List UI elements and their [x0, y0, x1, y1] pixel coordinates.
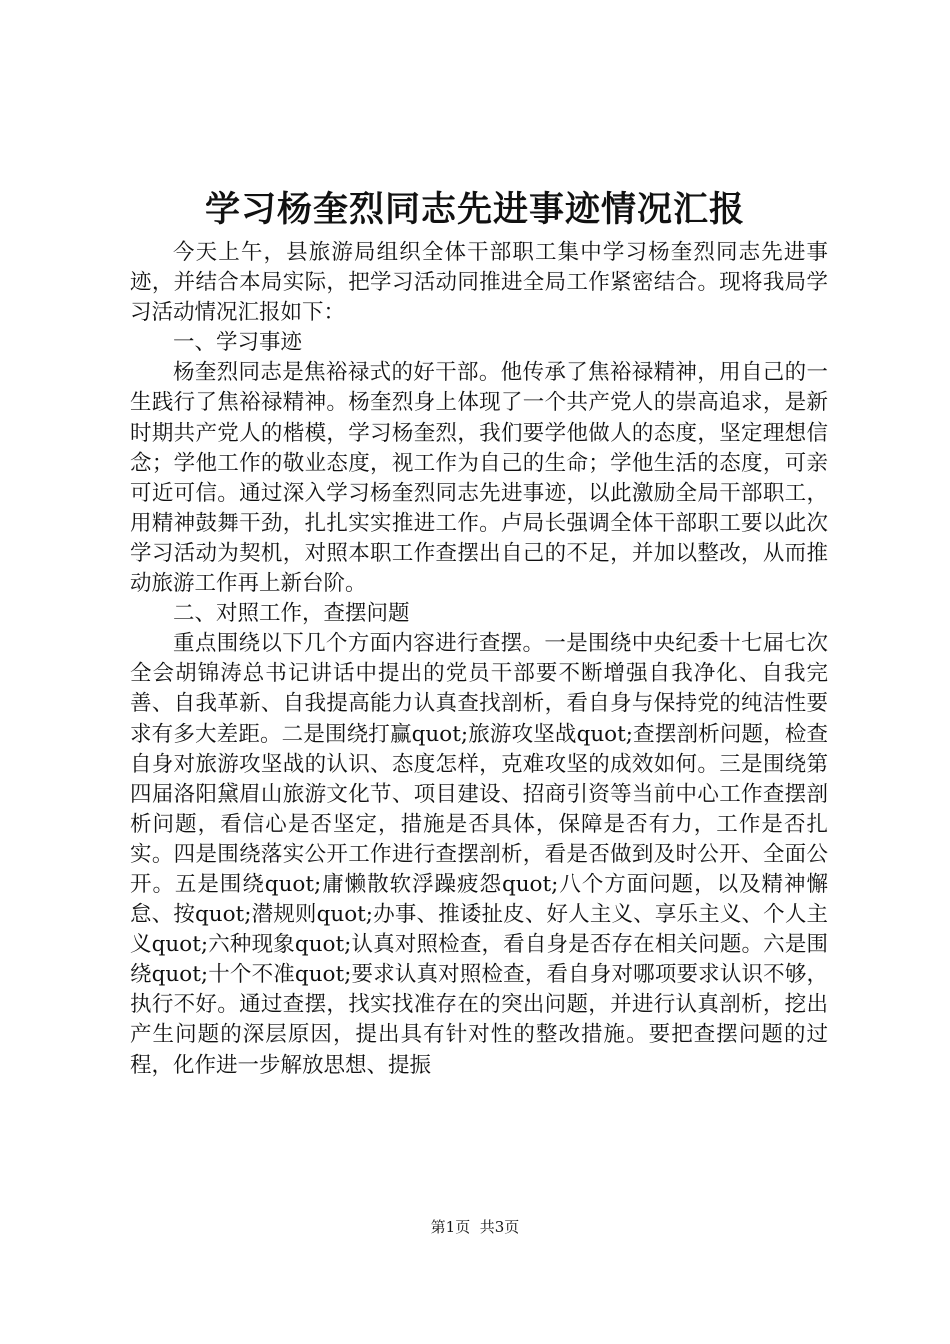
section-heading-2: 二、对照工作，查摆问题 — [173, 601, 410, 627]
section-heading-1: 一、学习事迹 — [173, 330, 303, 356]
document-title: 学习杨奎烈同志先进事迹情况汇报 — [204, 189, 745, 230]
section-2-paragraph: 重点围绕以下几个方面内容进行查摆。一是围绕中央纪委十七届七次全会胡锦涛总书记讲话中提出的党员干部要不断增强自我净化、自我完善、自我革新、自我提高能力认真查找剖析，看自身与保持党的纯洁性要求有多大差距。二是围绕打赢quot;旅游攻坚战quot;查摆剖析问题，检查自身对旅游攻坚战的认识、态度怎样，克难攻坚的成效如何。三是围绕第四届洛阳黛眉山旅游文化节、项目建设、招商引资等当前中心工作查摆剖析问题，看信心是否坚定，措施是否具体，保障是否有力，工作是否扎实。四是围绕落实公开工作进行查摆剖析，看是否做到及时公开、全面公开。五是围绕quot;庸懒散软浮躁疲怨quot;八个方面问题，以及精神懈怠、按quot;潜规则quot;办事、推诿扯皮、好人主义、享乐主义、个人主义quot;六种现象quot;认真对照检查，看自身是否存在相关问题。六是围绕quot;十个不准quot;要求认真对照检查，看自身对哪项要求认识不够，执行不好。通过查摆，找实找准存在的突出问题，并进行认真剖析，挖出产生问题的深层原因，提出具有针对性的整改措施。要把查摆问题的过程，化作进一步解放思想、提振 — [130, 631, 828, 1078]
intro-paragraph: 今天上午，县旅游局组织全体干部职工集中学习杨奎烈同志先进事迹，并结合本局实际，把学习活动同推进全局工作紧密结合。现将我局学习活动情况汇报如下： — [130, 240, 828, 326]
page-number: 第1页 — [430, 1218, 471, 1236]
document-body — [130, 238, 828, 1081]
section-1-paragraph: 杨奎烈同志是焦裕禄式的好干部。他传承了焦裕禄精神，用自己的一生践行了焦裕禄精神。杨奎烈身上体现了一个共产党人的崇高追求，是新时期共产党人的楷模，学习杨奎烈，我们要学他做人的态度，坚定理想信念；学他工作的敬业态度，视工作为自己的生命；学他生活的态度，可亲可近可信。通过深入学习杨奎烈同志先进事迹，以此激励全局干部职工，用精神鼓舞干劲，扎扎实实推进工作。卢局长强调全体干部职工要以此次学习活动为契机，对照本职工作查摆出自己的不足，并加以整改，从而推动旅游工作再上新台阶。 — [130, 360, 828, 597]
page-total: 共3页 — [479, 1218, 520, 1236]
page-footer — [0, 1216, 950, 1238]
